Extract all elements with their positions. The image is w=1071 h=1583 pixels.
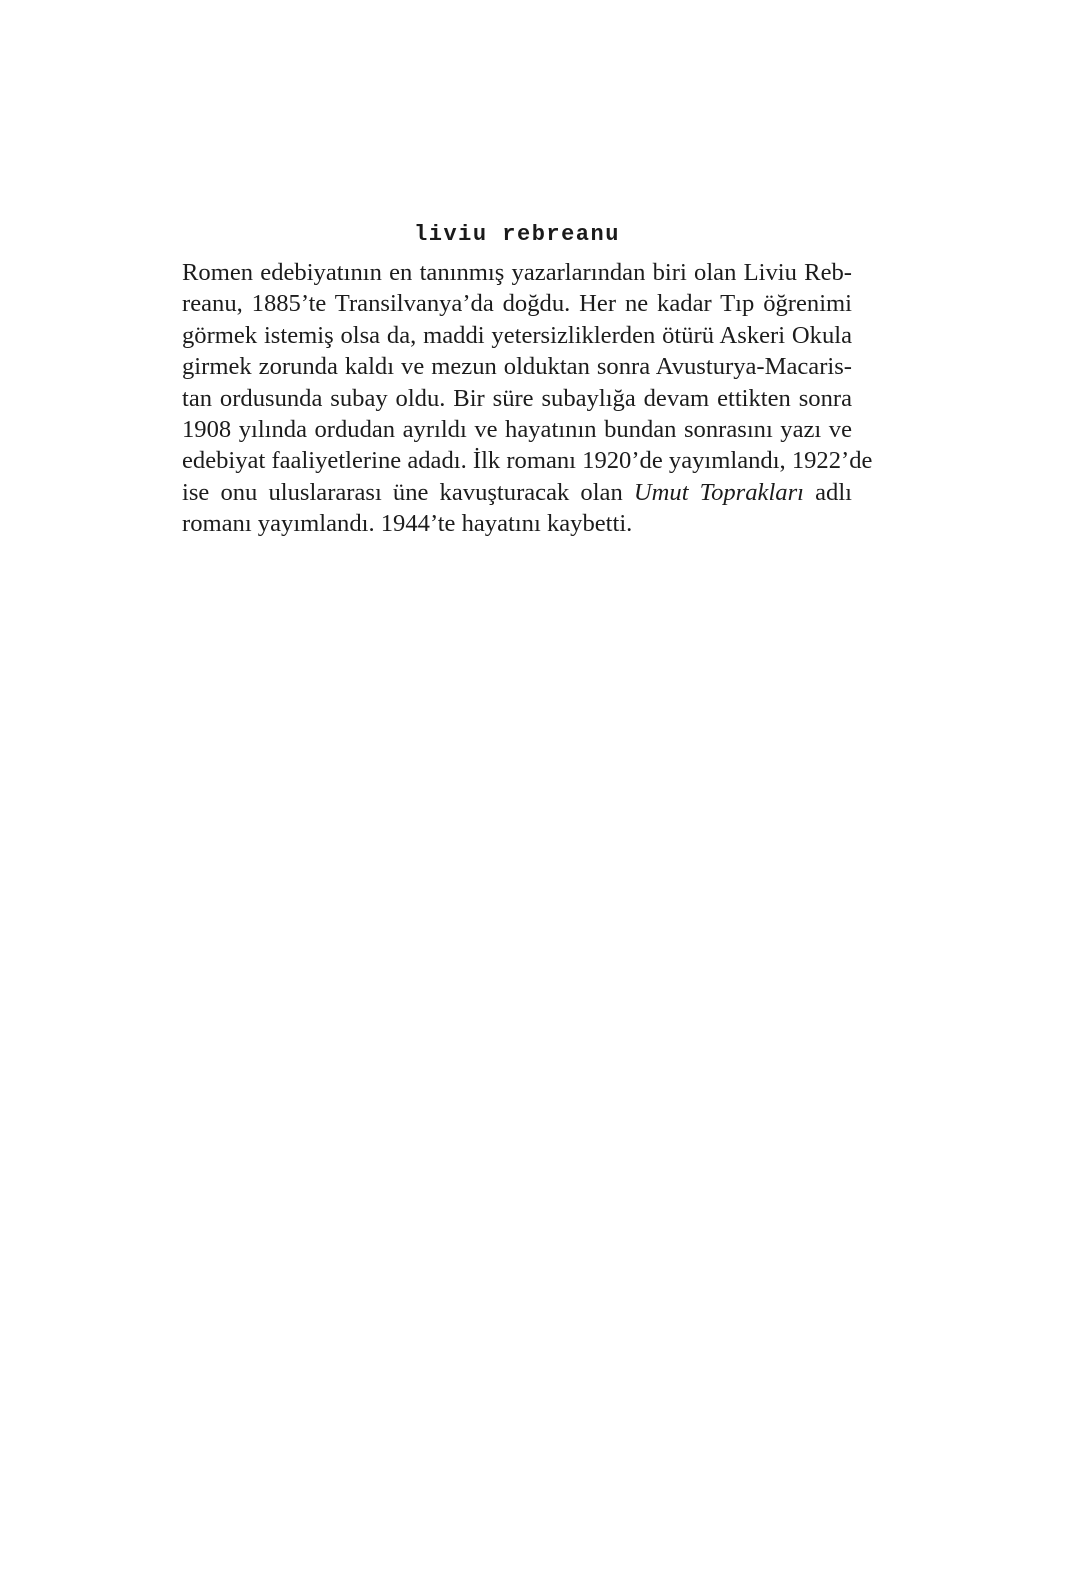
bio-line: görmek istemiş olsa da, maddi yetersizliklerden ötürü Askeri Okula	[182, 321, 852, 349]
bio-line: 1908 yılında ordudan ayrıldı ve hayatının bundan sonrasını yazı ve	[182, 416, 852, 444]
bio-text: adlı	[804, 478, 852, 506]
bio-line: romanı yayımlandı. 1944’te hayatını kaybetti.	[182, 510, 633, 538]
bio-line: girmek zorunda kaldı ve mezun olduktan sonra Avusturya-Macaris-	[182, 353, 852, 381]
author-biography	[182, 257, 873, 540]
bio-text: ise onu uluslararası üne kavuşturacak olan	[182, 478, 634, 506]
author-heading: liviu rebreanu	[414, 222, 620, 247]
novel-title: Umut Toprakları	[633, 478, 804, 506]
bio-line: Romen edebiyatının en tanınmış yazarlarından biri olan Liviu Reb-	[182, 259, 852, 286]
bio-line	[182, 477, 852, 508]
bio-line: edebiyat faaliyetlerine adadı. İlk romanı 1920’de yayımlandı, 1922’de	[182, 447, 873, 475]
bio-line: reanu, 1885’te Transilvanya’da doğdu. Her ne kadar Tıp öğrenimi	[182, 290, 852, 318]
bio-line: tan ordusunda subay oldu. Bir süre subaylığa devam ettikten sonra	[182, 384, 852, 412]
